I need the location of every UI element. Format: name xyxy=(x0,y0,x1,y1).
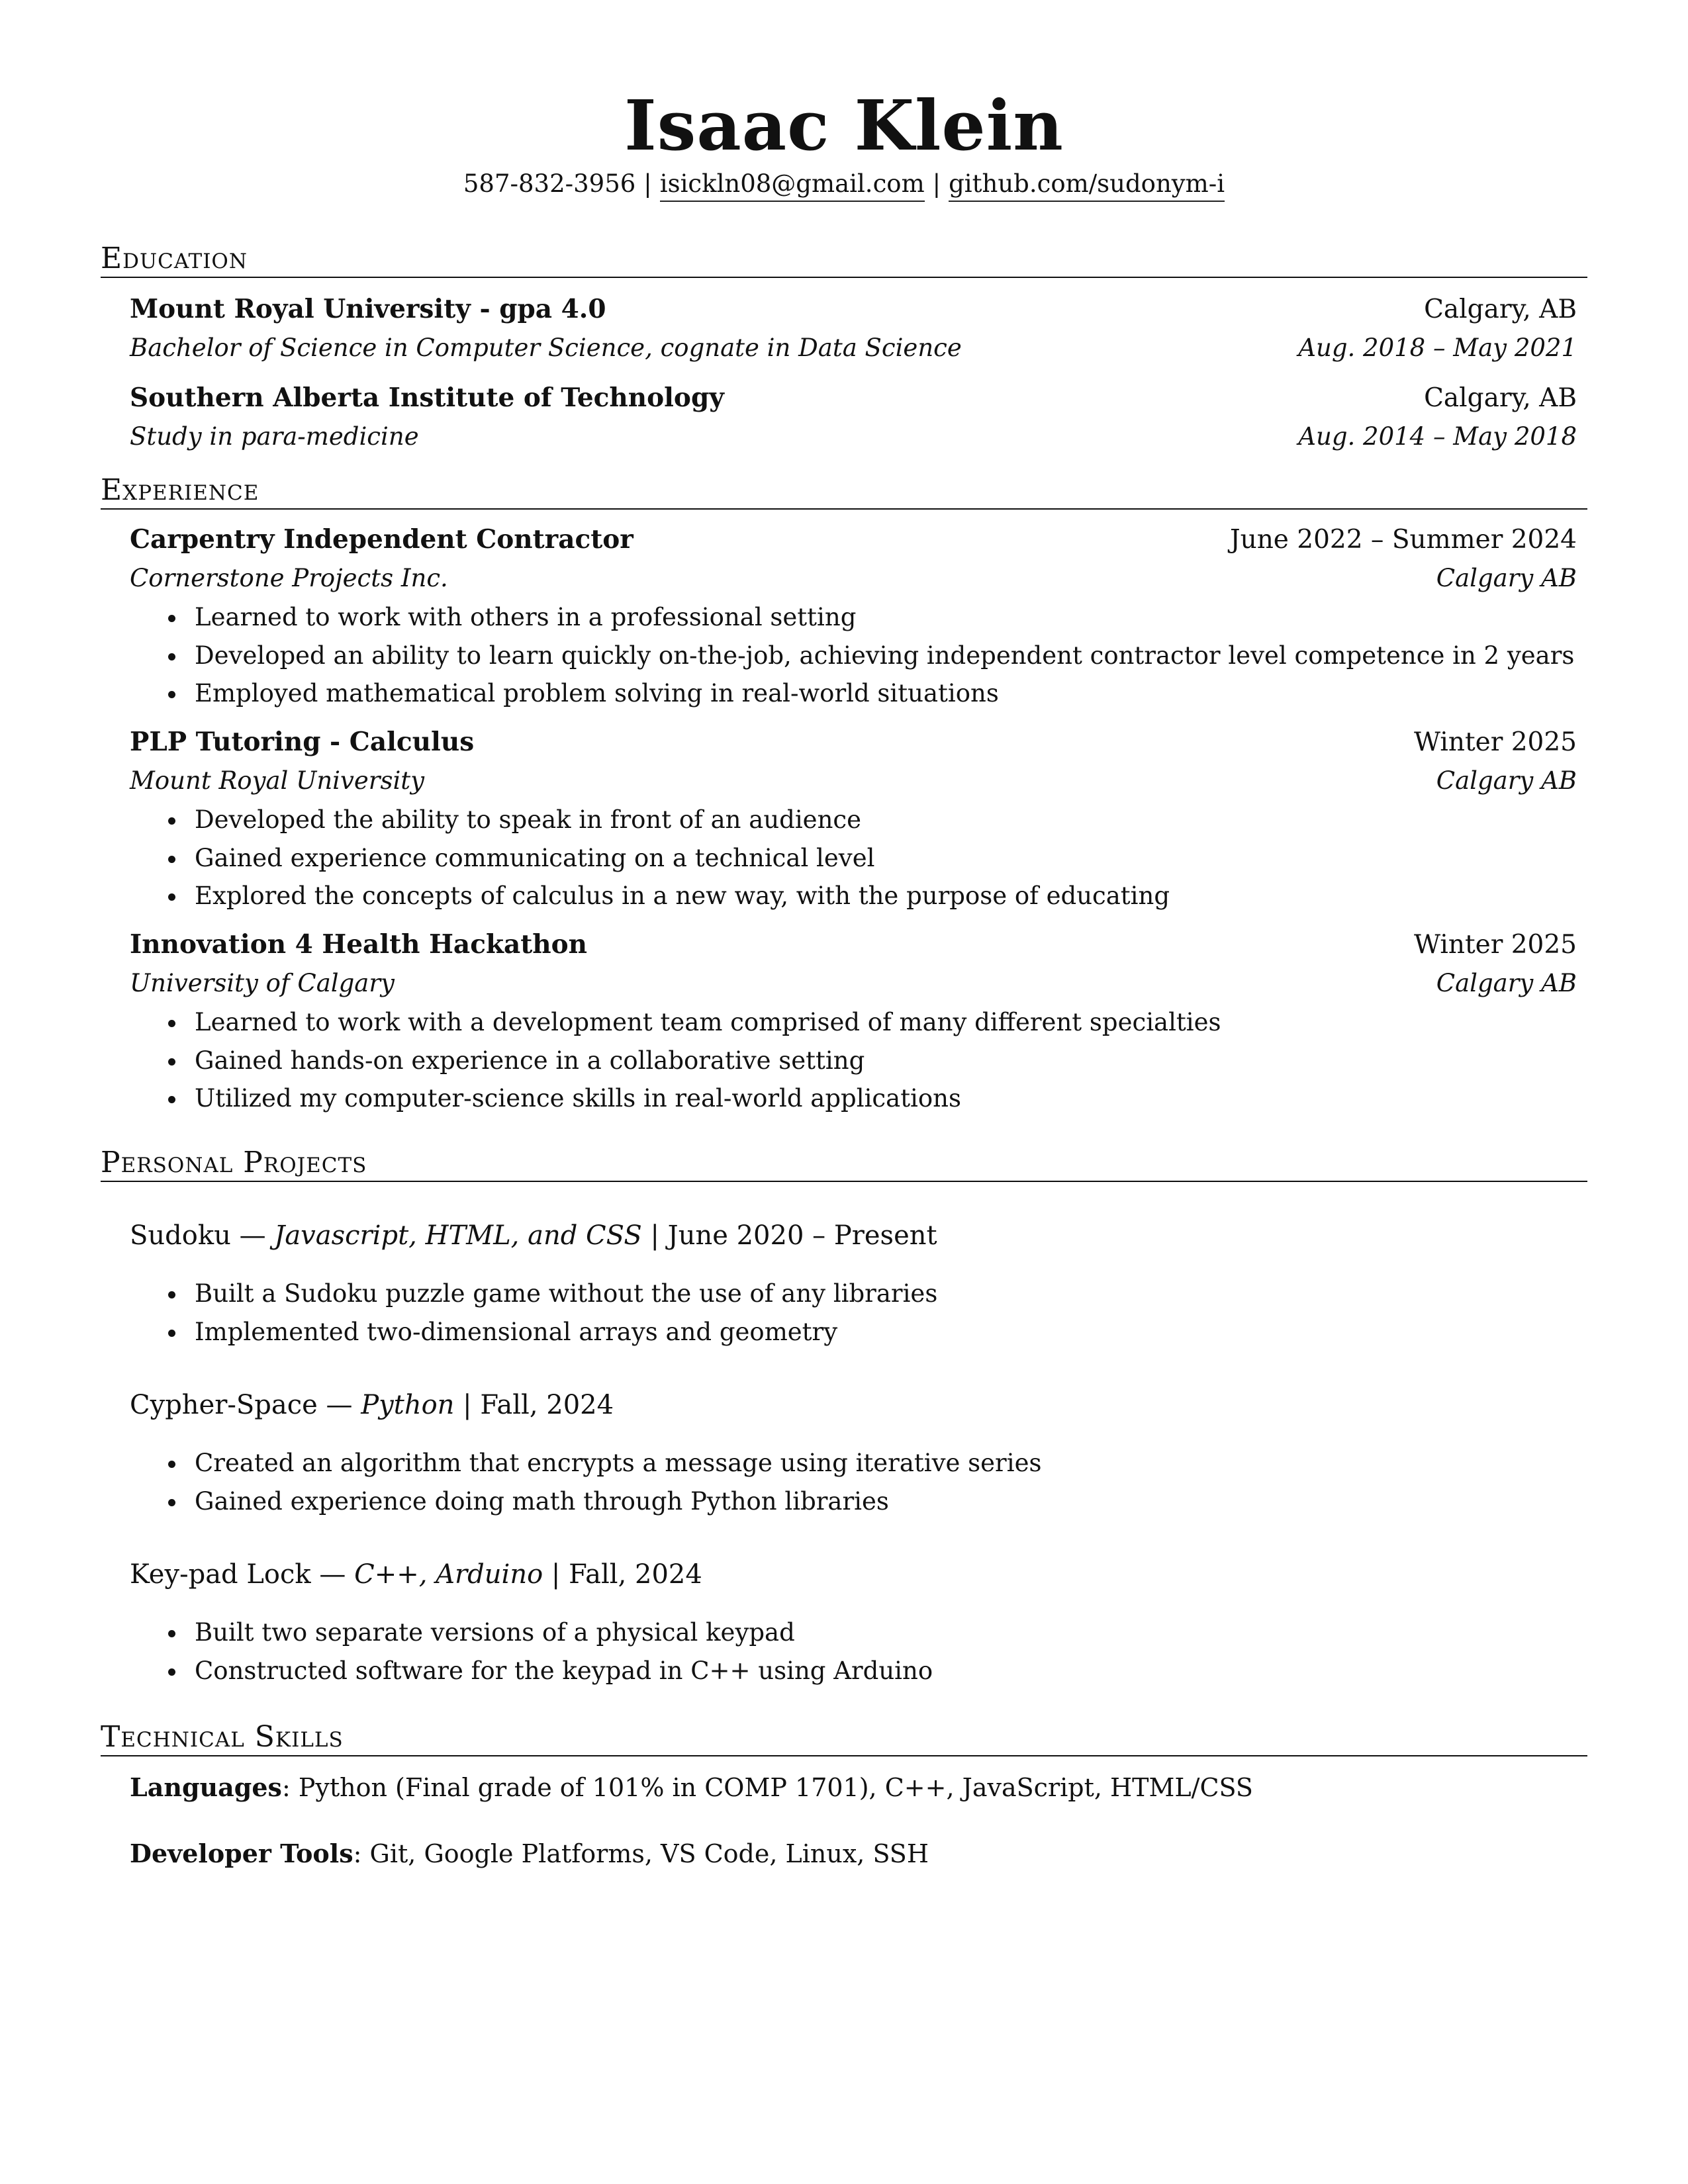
dash: — xyxy=(319,1559,346,1590)
bullet-list xyxy=(164,801,1587,915)
bullet-list xyxy=(164,1003,1587,1118)
skill-label: Languages xyxy=(130,1772,282,1802)
section-title-education: Education xyxy=(101,242,1587,278)
project-heading xyxy=(130,1219,937,1252)
employer: Cornerstone Projects Inc. xyxy=(130,564,448,592)
degree: Study in para-medicine xyxy=(130,422,419,451)
contact-line xyxy=(0,168,1688,200)
separator: | xyxy=(650,1220,659,1251)
list-item: Constructed software for the keypad in C++ using Arduino xyxy=(164,1652,1587,1690)
list-item: Utilized my computer-science skills in real-world applications xyxy=(164,1079,1587,1118)
project-heading xyxy=(130,1388,614,1422)
section-title-skills: Technical Skills xyxy=(101,1721,1587,1756)
education-entry-subheader xyxy=(130,332,1577,364)
experience-entry-header xyxy=(130,928,1577,962)
list-item: Employed mathematical problem solving in real-world situations xyxy=(164,674,1587,713)
experience-entry-subheader xyxy=(130,765,1577,797)
skills-developer-tools: Developer Tools: Git, Google Platforms, VS Code, Linux, SSH xyxy=(130,1839,929,1868)
bullet-list xyxy=(164,1614,1587,1690)
project-date: Fall, 2024 xyxy=(480,1390,614,1420)
skill-value: Git, Google Platforms, VS Code, Linux, SSH xyxy=(369,1839,929,1868)
list-item: Developed the ability to speak in front of an audience xyxy=(164,801,1587,839)
job-location: Calgary AB xyxy=(1436,564,1577,592)
job-dates: June 2022 – Summer 2024 xyxy=(1229,525,1577,555)
experience-entry-header xyxy=(130,523,1577,557)
skills-languages: Languages: Python (Final grade of 101% in COMP 1701), C++, JavaScript, HTML/CSS xyxy=(130,1772,1253,1802)
employer: University of Calgary xyxy=(130,969,395,997)
dash: — xyxy=(326,1390,353,1420)
school-location: Calgary, AB xyxy=(1424,383,1577,413)
job-dates: Winter 2025 xyxy=(1413,727,1577,757)
list-item: Gained experience doing math through Python libraries xyxy=(164,1482,1587,1521)
bullet-list xyxy=(164,1275,1587,1351)
list-item: Gained hands-on experience in a collaborative setting xyxy=(164,1042,1587,1080)
skill-label: Developer Tools xyxy=(130,1839,353,1868)
job-title: Carpentry Independent Contractor xyxy=(130,524,633,555)
separator: | xyxy=(932,169,941,198)
job-location: Calgary AB xyxy=(1436,969,1577,997)
experience-entry-header xyxy=(130,725,1577,759)
education-dates: Aug. 2014 – May 2018 xyxy=(1298,422,1577,451)
education-dates: Aug. 2018 – May 2021 xyxy=(1298,334,1577,362)
section-title-experience: Experience xyxy=(101,474,1587,510)
experience-entry-subheader xyxy=(130,563,1577,594)
email-link[interactable]: isickln08@gmail.com xyxy=(660,169,925,202)
project-tech: Python xyxy=(361,1390,455,1420)
list-item: Implemented two-dimensional arrays and geometry xyxy=(164,1313,1587,1351)
bullet-list xyxy=(164,598,1587,713)
list-item: Created an algorithm that encrypts a message using iterative series xyxy=(164,1444,1587,1482)
project-name: Cypher-Space xyxy=(130,1390,318,1420)
list-item: Learned to work with a development team comprised of many different specialties xyxy=(164,1003,1587,1042)
project-date: Fall, 2024 xyxy=(569,1559,702,1590)
list-item: Gained experience communicating on a technical level xyxy=(164,839,1587,878)
job-title: Innovation 4 Health Hackathon xyxy=(130,929,587,960)
dash: — xyxy=(239,1220,266,1251)
degree: Bachelor of Science in Computer Science, cognate in Data Science xyxy=(130,334,962,362)
education-entry-header xyxy=(130,381,1577,415)
list-item: Built two separate versions of a physical keypad xyxy=(164,1614,1587,1652)
list-item: Learned to work with others in a professional setting xyxy=(164,598,1587,637)
separator: | xyxy=(551,1559,561,1590)
section-title-projects: Personal Projects xyxy=(101,1146,1587,1182)
employer: Mount Royal University xyxy=(130,766,425,795)
project-heading xyxy=(130,1558,702,1591)
project-name: Sudoku xyxy=(130,1220,231,1251)
project-date: June 2020 – Present xyxy=(667,1220,937,1251)
experience-entry-subheader xyxy=(130,968,1577,999)
school-location: Calgary, AB xyxy=(1424,295,1577,324)
school-name: Southern Alberta Institute of Technology xyxy=(130,383,724,413)
separator: | xyxy=(643,169,652,198)
separator: | xyxy=(463,1390,472,1420)
list-item: Developed an ability to learn quickly on-the-job, achieving independent contractor level competence in 2 years xyxy=(164,637,1587,675)
github-link[interactable]: github.com/sudonym-i xyxy=(949,169,1225,202)
job-location: Calgary AB xyxy=(1436,766,1577,795)
education-entry-subheader xyxy=(130,421,1577,453)
job-title: PLP Tutoring - Calculus xyxy=(130,727,475,757)
education-entry-header xyxy=(130,293,1577,326)
skill-value: Python (Final grade of 101% in COMP 1701), C++, JavaScript, HTML/CSS xyxy=(298,1773,1253,1802)
candidate-name: Isaac Klein xyxy=(624,85,1064,166)
list-item: Built a Sudoku puzzle game without the use of any libraries xyxy=(164,1275,1587,1313)
job-dates: Winter 2025 xyxy=(1413,930,1577,960)
phone-number: 587-832-3956 xyxy=(463,169,636,198)
bullet-list xyxy=(164,1444,1587,1520)
project-name: Key-pad Lock xyxy=(130,1559,311,1590)
list-item: Explored the concepts of calculus in a new way, with the purpose of educating xyxy=(164,877,1587,915)
project-tech: Javascript, HTML, and CSS xyxy=(274,1220,642,1251)
project-tech: C++, Arduino xyxy=(354,1559,543,1590)
school-name: Mount Royal University - gpa 4.0 xyxy=(130,294,606,324)
